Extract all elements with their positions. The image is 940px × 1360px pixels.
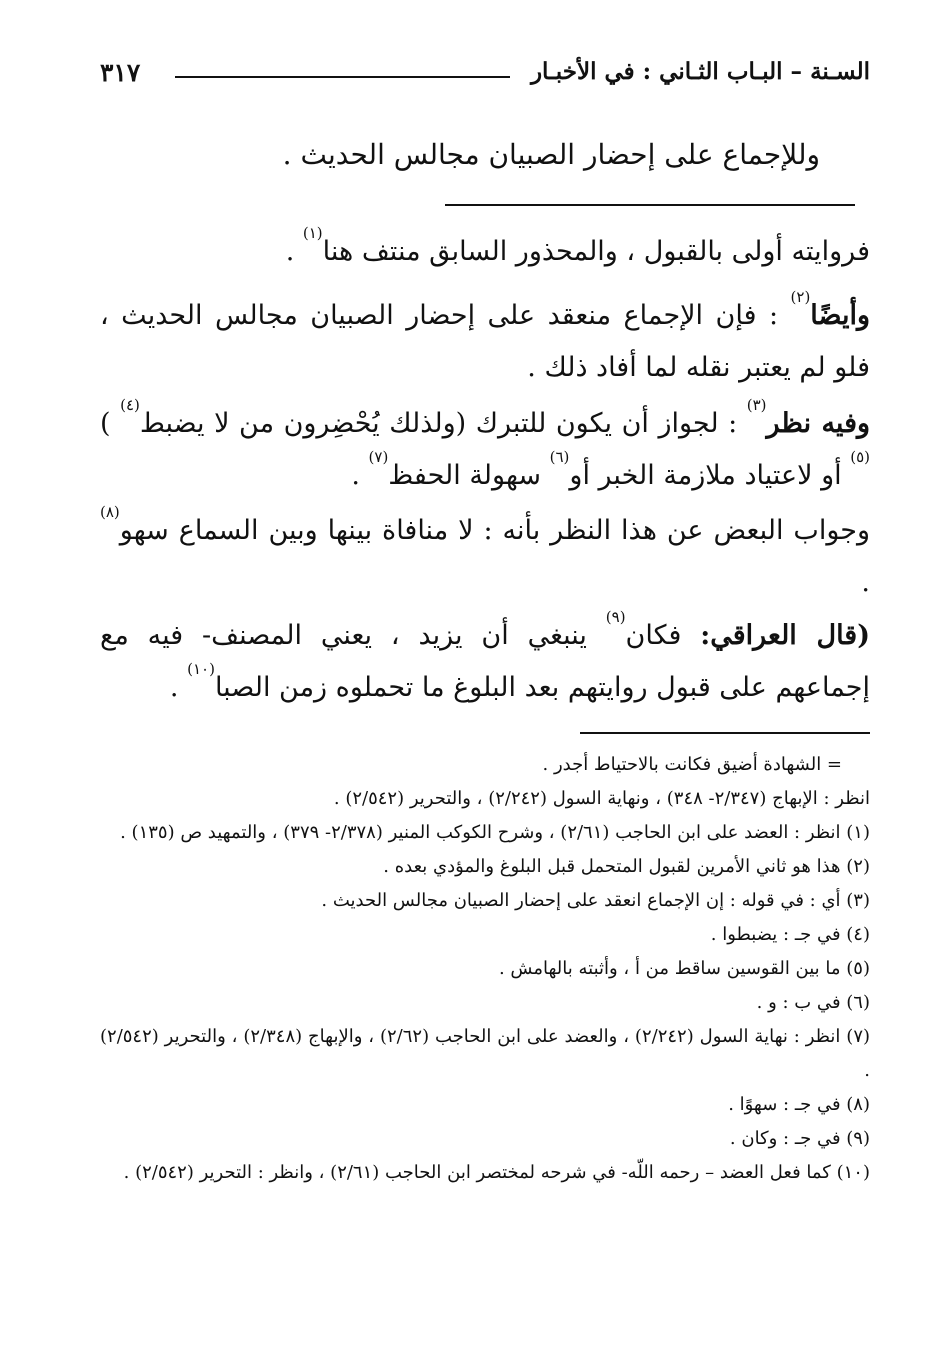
paragraph-text: . [285,236,303,267]
footnote-9: (٩) في جـ : وكان . [729,1128,870,1149]
paragraph-text: أو لاعتياد ملازمة الخبر أو [569,460,851,491]
paragraph-text: : فإن الإجماع منعقد على إحضار الصبيان مجالس الحديث ، فلو لم يعتبر نقله لما أفاد ذلك . [100,300,870,383]
page-header [100,58,870,98]
footnote-ref: (٢) [790,288,811,306]
footnote-1: (١) انظر : العضد على ابن الحاجب (٢/٦١) ، وشرح الكوكب المنير (٢/٣٧٨- ٣٧٩) ، والتمهيد ص (١٣٥) . [120,822,870,843]
footnote-ref: (١) [302,224,323,242]
quote-divider [445,204,855,206]
page-number: ٣١٧ [100,58,141,87]
footnote-ref: (٤) [120,396,140,414]
paragraph-text: . [861,567,870,598]
footnote-ref: (١٠) [187,660,215,678]
footnote-3: (٣) أي : في قوله : إن الإجماع انعقد على إحضار الصبيان مجالس الحديث . [321,890,870,911]
paragraph-text: . [169,672,188,703]
paragraph-text: وجواب البعض عن هذا النظر بأنه : لا منافاة بينها وبين السماع سهو [119,515,870,546]
footnote-divider [580,732,870,734]
paragraph-5 [100,610,870,714]
paragraph-2 [100,290,870,394]
quoted-text: وللإجماع على إحضار الصبيان مجالس الحديث . [282,138,820,171]
footnote-ref: (٩) [605,608,626,626]
paragraph-text: ينبغي أن يزيد ، يعني المصنف- فيه مع إجماعهم على قبول روايتهم بعد البلوغ ما تحملوه زمن الصبا [100,620,870,703]
paragraph-lead: (قال العراقي: [700,620,870,651]
paragraph-text: ) [100,408,121,439]
footnote-4: (٤) في جـ : يضبطوا . [710,924,870,945]
paragraph-text: سهولة الحفظ [388,460,550,491]
header-rule [175,76,510,78]
paragraph-text: فروايته أولى بالقبول ، والمحذور السابق منتف هنا [322,236,870,267]
paragraph-lead: وأيضًا [810,300,870,331]
footnote-6: (٦) في ب : و . [756,992,870,1013]
paragraph-lead: وفيه نظر [766,408,871,439]
footnote-10: (١٠) كما فعل العضد – رحمه اللّه- في شرحه لمختصر ابن الحاجب (٢/٦١) ، وانظر : التحرير (٢/٥٤٢) . [123,1162,870,1183]
footnote-ref: (٨) [100,503,120,521]
footnotes [100,748,870,1190]
footnote-ref: (٦) [549,448,570,466]
paragraph-1 [100,226,870,278]
footnote-ref: (٣) [746,396,767,414]
paragraph-4 [100,505,870,609]
footnote-2: (٢) هذا هو ثاني الأمرين لقبول المتحمل قبل البلوغ والمؤدي بعده . [383,856,870,877]
footnote-continued: انظر : الإبهاج (٢/٣٤٧- ٣٤٨) ، ونهاية السول (٢/٢٤٢) ، والتحرير (٢/٥٤٢) . [333,788,870,809]
footnote-ref: (٧) [368,448,389,466]
footnote-7: (٧) انظر : نهاية السول (٢/٢٤٢) ، والعضد على ابن الحاجب (٢/٦٢) ، والإبهاج (٢/٣٤٨) ، والتحرير (٢/٥٤٢) . [100,1026,871,1081]
footnote-ref: (٥) [850,448,870,466]
paragraph-text: . [351,460,369,491]
paragraph-3 [100,398,870,502]
running-title: السـنة – البـاب الثـاني : في الأخبـار [530,58,870,85]
paragraph-text: : لجواز أن يكون للتبرك (ولذلك يُحْضِرون من لا يضبط [139,408,747,439]
footnote-8: (٨) في جـ : سهوًا . [728,1094,870,1115]
footnote-continued: = الشهادة أضيق فكانت بالاحتياط أجدر . [542,754,842,775]
paragraph-text: فكان [625,620,701,651]
footnote-5: (٥) ما بين القوسين ساقط من أ ، وأثبته بالهامش . [498,958,870,979]
